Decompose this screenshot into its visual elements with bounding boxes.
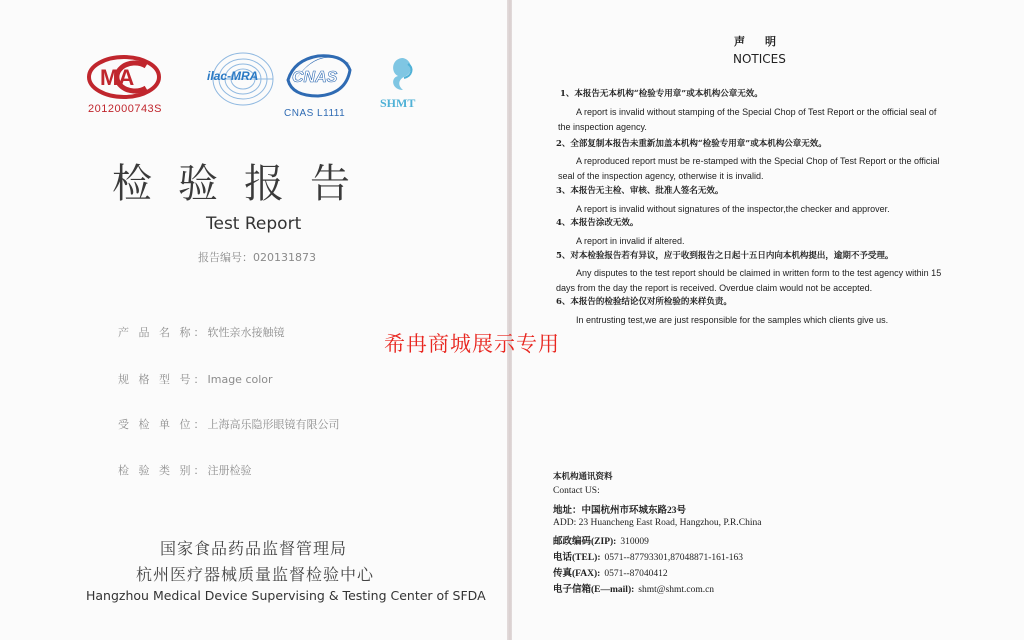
field-label: 规 格 型 号：	[118, 373, 208, 386]
cnas-number: CNAS L1111	[284, 108, 346, 119]
field-model	[118, 371, 273, 387]
field-inspection-type	[118, 462, 252, 478]
contact-zip-label: 邮政编码(ZIP):	[553, 537, 617, 547]
field-label: 受 检 单 位：	[118, 418, 208, 431]
field-product-name	[118, 324, 285, 340]
contact-address-value: 中国杭州市环城东路23号	[581, 506, 687, 516]
notice-3-cn: 3、本报告无主检、审核、批准人签名无效。	[556, 186, 724, 196]
notice-1-en-line1: A report is invalid without stamping of the Special Chop of Test Report or the official seal of	[576, 107, 937, 117]
notice-4-en-line1: A report in invalid if altered.	[576, 236, 685, 246]
issuer-name-en: Hangzhou Medical Device Supervising & Testing Center of SFDA	[86, 588, 486, 603]
field-label: 检 验 类 别：	[118, 464, 208, 477]
report-title-en: Test Report	[206, 214, 302, 234]
notice-5-en-line2: days from the day the report is received. Overdue claim would not be accepted.	[556, 283, 873, 293]
shmt-text: SHMT	[380, 96, 416, 110]
notice-6-cn: 6、本报告的检验结论仅对所检验的来样负责。	[556, 297, 732, 307]
cnas-logo-text: CNAS	[292, 69, 338, 86]
notice-2-en-line2: seal of the inspection agency, otherwise it is invalid.	[558, 171, 764, 181]
notice-2-cn: 2、全部复制本报告未重新加盖本机构“检验专用章”或本机构公章无效。	[556, 139, 827, 149]
field-value: 注册检验	[207, 464, 252, 477]
cma-number: 2012000743S	[88, 103, 163, 115]
shmt-logo-icon	[386, 54, 420, 94]
field-value: Image color	[207, 373, 273, 386]
contact-address	[553, 502, 686, 516]
field-inspected-unit	[118, 416, 340, 432]
report-number: 报告编号：020131873	[198, 251, 316, 264]
notice-1-en-line2: the inspection agency.	[558, 122, 647, 132]
ilac-mra-text: ilac-MRA	[207, 69, 259, 83]
notices-heading-en: NOTICES	[733, 52, 786, 66]
contact-fax-label: 传真(FAX):	[553, 569, 601, 579]
contact-tel-label: 电话(TEL):	[553, 553, 601, 563]
notice-2-en-line1: A reproduced report must be re-stamped with the Special Chop of Test Report or the official	[576, 156, 940, 166]
field-label: 产 品 名 称：	[118, 326, 208, 339]
report-title-cn: 检验报告	[112, 161, 376, 207]
cnas-logo-icon	[284, 50, 354, 106]
notice-6-en-line1: In entrusting test,we are just responsible for the samples which clients give us.	[576, 315, 889, 325]
field-value: 软性亲水接触镜	[207, 326, 285, 339]
issuer-name-cn-1: 国家食品药品监督管理局	[160, 539, 348, 558]
contact-email-label: 电子信箱(E—mail):	[553, 585, 635, 595]
watermark-text: 希冉商城展示专用	[384, 332, 560, 356]
contact-fax	[553, 565, 668, 579]
issuer-name-cn-2: 杭州医疗器械质量监督检验中心	[136, 565, 375, 584]
notice-5-en-line1: Any disputes to the test report should be claimed in written form to the test agency within 15	[576, 268, 942, 278]
cma-logo-icon	[86, 54, 162, 100]
contact-tel-value: 0571--87793301,87048871-161-163	[604, 553, 744, 563]
contact-email	[553, 581, 714, 595]
report-cover-page	[0, 0, 508, 640]
notices-heading-cn: 声明	[734, 35, 796, 48]
notice-3-en-line1: A report is invalid without signatures of the inspector,the checker and approver.	[576, 204, 890, 214]
contact-address-label: 地址：	[553, 506, 582, 516]
contact-heading-en: Contact US:	[553, 486, 600, 496]
cma-mark-text: MA	[100, 65, 135, 90]
notice-4-cn: 4、本报告涂改无效。	[556, 218, 639, 228]
notice-5-cn: 5、对本检验报告若有异议，应于收到报告之日起十五日内向本机构提出，逾期不予受理。	[556, 251, 894, 261]
contact-address-en: ADD: 23 Huancheng East Road, Hangzhou, P.R.China	[553, 518, 762, 528]
contact-email-value: shmt@shmt.com.cn	[638, 585, 715, 595]
contact-heading-cn: 本机构通讯资料	[553, 471, 613, 481]
notice-1-cn: 1、本报告无本机构“检验专用章”或本机构公章无效。	[560, 89, 763, 99]
contact-tel	[553, 549, 743, 563]
contact-zip-value: 310009	[620, 537, 649, 547]
field-value: 上海高乐隐形眼镜有限公司	[207, 418, 340, 431]
contact-zip	[553, 533, 649, 547]
contact-fax-value: 0571--87040412	[604, 569, 668, 579]
